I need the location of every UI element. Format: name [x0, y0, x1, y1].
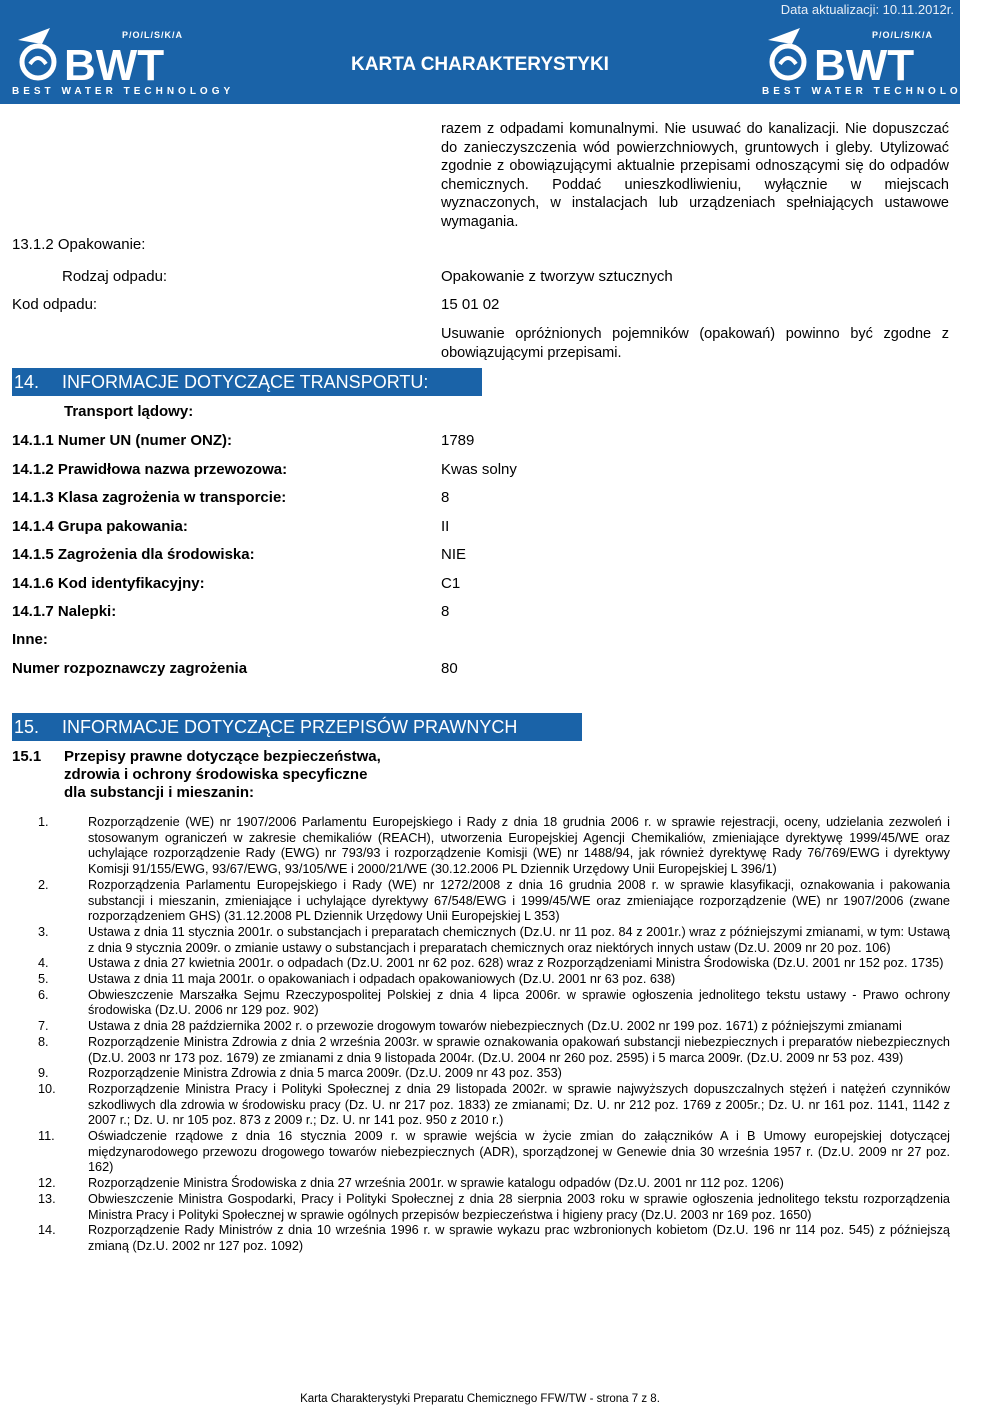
list-item: 5. Ustawa z dnia 11 maja 2001r. o opakowaniach i odpadach opakowaniowych (Dz.U. 2001 nr 63 poz. 638)	[38, 972, 676, 987]
bwt-logo-right: P/O/L/S/K/A BWT BEST WATER TECHNOLOGY	[762, 18, 952, 102]
packaging-note: Usuwanie opróżnionych pojemników (opakowań) powinno być zgodne z obowiązującymi przepisami.	[441, 326, 949, 361]
land-transport-heading: Transport lądowy:	[64, 403, 194, 420]
svg-text:BWT: BWT	[64, 41, 165, 90]
list-item: 4. Ustawa z dnia 27 kwietnia 2001r. o odpadach (Dz.U. 2001 nr 62 poz. 628) wraz z Rozporządzeniami Ministra Środowiska (Dz.U. 2001 nr 152 poz. 1735)	[38, 956, 944, 971]
transport-value: II	[441, 518, 450, 535]
hazard-id-label: Numer rozpoznawczy zagrożenia	[12, 660, 248, 677]
transport-label: 14.1.3 Klasa zagrożenia w transporcie:	[12, 489, 287, 506]
transport-value: 8	[441, 603, 450, 620]
subsection-15-1-number: 15.1	[12, 748, 42, 765]
update-date: Data aktualizacji: 10.11.2012r.	[780, 2, 954, 17]
transport-value: NIE	[441, 546, 467, 563]
list-item: 3. Ustawa z dnia 11 stycznia 2001r. o substancjach i preparatach chemicznych (Dz.U. nr 11 poz. 84 z 2001r.) wraz z późniejszymi zmianami, w tym: Ustawą z dnia 9 stycznia 2009r. o zmianie ustawy o substancjach i preparatach chemicznych oraz niektórych innych ustaw (Dz.U. 2009 nr 20 poz. 106)	[38, 924, 950, 955]
waste-code-label: Kod odpadu:	[12, 296, 98, 313]
legal-references-list	[38, 815, 950, 1255]
section-15-header: 15. INFORMACJE DOTYCZĄCE PRZEPISÓW PRAWNYCH	[12, 713, 582, 741]
transport-label: 14.1.1 Numer UN (numer ONZ):	[12, 432, 233, 449]
transport-value: Kwas solny	[441, 461, 517, 478]
transport-value: 1789	[441, 432, 475, 449]
list-item: 2. Rozporządzenia Parlamentu Europejskiego i Rady (WE) nr 1272/2008 z dnia 16 grudnia 2008 r. w sprawie klasyfikacji, oznakowania i pakowania substancji i mieszanin, zmieniające i uchylające dyrektywy 67/548/EWG i 1999/45/WE oraz zmieniające rozporządzenie (WE) nr 1907/2006 (zwane rozporządzeniem GHS) (31.12.2008 PL Dziennik Urzędowy Unii Europejskiej L 353)	[38, 877, 950, 924]
list-item: 1. Rozporządzenie (WE) nr 1907/2006 Parlamentu Europejskiego i Rady z dnia 18 grudnia 2006 r. w sprawie rejestracji, oceny, udzielania zezwoleń i stosowanym ograniczeń w zakresie chemikaliów (REACH), utworzenia Europejskiej Agencji Chemikaliów, zmieniające dyrektywę 1999/45/WE oraz uchylające rozporządzenie Rady (EWG) nr 793/93 i rozporządzenie Komisji (WE) nr 1488/94, jak również dyrektywę Rady 76/769/EWG i dyrektywy Komisji 91/155/EWG, 93/67/EWG, 93/105/WE i 2000/21/WE (30.12.2006 PL Dziennik Urzędowy Unii Europejskiej L 396/1)	[38, 815, 950, 877]
list-item: 6. Obwieszczenie Marszałka Sejmu Rzeczypospolitej Polskiej z dnia 4 lipca 2006r. w sprawie ogłoszenia jednolitego tekstu ustawy - Prawo ochrony środowiska (Dz.U. 2006 nr 129 poz. 902)	[38, 987, 950, 1018]
section-14-header: 14. INFORMACJE DOTYCZĄCE TRANSPORTU:	[12, 368, 482, 396]
transport-label: 14.1.4 Grupa pakowania:	[12, 518, 188, 535]
other-label: Inne:	[12, 631, 48, 648]
bwt-logo-left: P/O/L/S/K/A BWT BEST WATER TECHNOLOGY	[12, 18, 202, 102]
transport-value: 8	[441, 489, 450, 506]
list-item: 8. Rozporządzenie Ministra Zdrowia z dnia 2 września 2003r. w sprawie oznakowania opakowań substancji niebezpiecznych i preparatów niebezpiecznych (Dz.U. 2003 nr 173 poz. 1679) ze zmianami z dnia 9 listopada 2004r. (Dz.U. 2004 nr 260 poz. 2595) i 5 marca 2009r. (Dz.U. 2009 nr 53 poz. 439)	[38, 1034, 950, 1065]
subsection-15-1-title: Przepisy prawne dotyczące bezpieczeństwa, zdrowia i ochrony środowiska specyficzne dla substancji i mieszanin:	[64, 748, 381, 801]
list-item: 9. Rozporządzenie Ministra Zdrowia z dnia 5 marca 2009r. (Dz.U. 2009 nr 43 poz. 353)	[38, 1066, 562, 1081]
packaging-heading: 13.1.2 Opakowanie:	[12, 236, 146, 253]
waste-disposal-text: razem z odpadami komunalnymi. Nie usuwać do kanalizacji. Nie dopuszczać do zanieczyszczenia wód powierzchniowych, gruntowych i gleby. Utylizować zgodnie z obowiązującymi aktualnie przepisami odnoszącymi się do odpadów chemicznych. Poddać unieszkodliwieniu, wyłącznie w miejscach wyznaczonych, w instalacjach lub urządzeniach spełniających ustawowe wymagania.	[441, 121, 949, 230]
transport-label: 14.1.2 Prawidłowa nazwa przewozowa:	[12, 461, 288, 478]
list-item: 12. Rozporządzenie Ministra Środowiska z dnia 27 września 2001r. w sprawie katalogu odpadów (Dz.U. 2001 nr 112 poz. 1206)	[38, 1176, 784, 1191]
list-item: 10. Rozporządzenie Ministra Pracy i Polityki Społecznej z dnia 29 listopada 2002r. w sprawie najwyższych dopuszczalnych stężeń i natężeń czynników szkodliwych dla zdrowia w środowisku pracy (Dz. U. nr 217 poz. 1833) ze zmianami; Dz. U. nr 212 poz. 1769 z 2005r.; Dz. U. nr 161 poz. 1141, 1142 z 2007 r.; Dz. U. nr 105 poz. 873 z 2009 r.; Dz. U. nr 141 poz. 950 z 2010 r.)	[38, 1081, 950, 1128]
waste-code-value: 15 01 02	[441, 296, 500, 313]
list-item: 7. Ustawa z dnia 28 października 2002 r. o przewozie drogowym towarów niebezpiecznych (Dz.U. 2002 nr 199 poz. 1671) z późniejszymi zmianami	[38, 1019, 902, 1034]
list-item: 14. Rozporządzenie Rady Ministrów z dnia 10 września 1996 r. w sprawie wykazu prac wzbronionych kobietom (Dz.U. 196 nr 114 poz. 545) z późniejszą zmianą (Dz.U. 2002 nr 127 poz. 1092)	[38, 1223, 950, 1253]
waste-type-value: Opakowanie z tworzyw sztucznych	[441, 268, 673, 285]
transport-label: 14.1.6 Kod identyfikacyjny:	[12, 575, 205, 592]
list-item: 11. Oświadczenie rządowe z dnia 16 stycznia 2009 r. w sprawie wejścia w życie zmian do załączników A i B Umowy europejskiej dotyczącej międzynarodowego przewozu drogowego towarów niebezpiecznych (ADR), sporządzonej w Genewie dnia 30 września 1957 r. (Dz.U. 2009 nr 27 poz. 162)	[38, 1129, 950, 1175]
transport-value: C1	[441, 575, 461, 592]
page-header	[0, 0, 984, 104]
page-footer: Karta Charakterystyki Preparatu Chemicznego FFW/TW - strona 7 z 8.	[300, 1393, 660, 1405]
list-item: 13. Obwieszczenie Ministra Gospodarki, Pracy i Polityki Społecznej z dnia 28 sierpnia 2003 roku w sprawie ogłoszenia jednolitego tekstu rozporządzenia Ministra Pracy i Polityki Społecznej w sprawie ogólnych przepisów bezpieczeństwa i higieny pracy (Dz.U. 2003 nr 169 poz. 1650)	[38, 1191, 950, 1222]
hazard-id-value: 80	[441, 660, 458, 677]
waste-type-label: Rodzaj odpadu:	[62, 268, 168, 285]
transport-label: 14.1.7 Nalepki:	[12, 603, 117, 620]
document-title: KARTA CHARAKTERYSTYKI	[351, 54, 609, 75]
transport-label: 14.1.5 Zagrożenia dla środowiska:	[12, 546, 255, 563]
svg-text:BWT: BWT	[814, 41, 915, 90]
